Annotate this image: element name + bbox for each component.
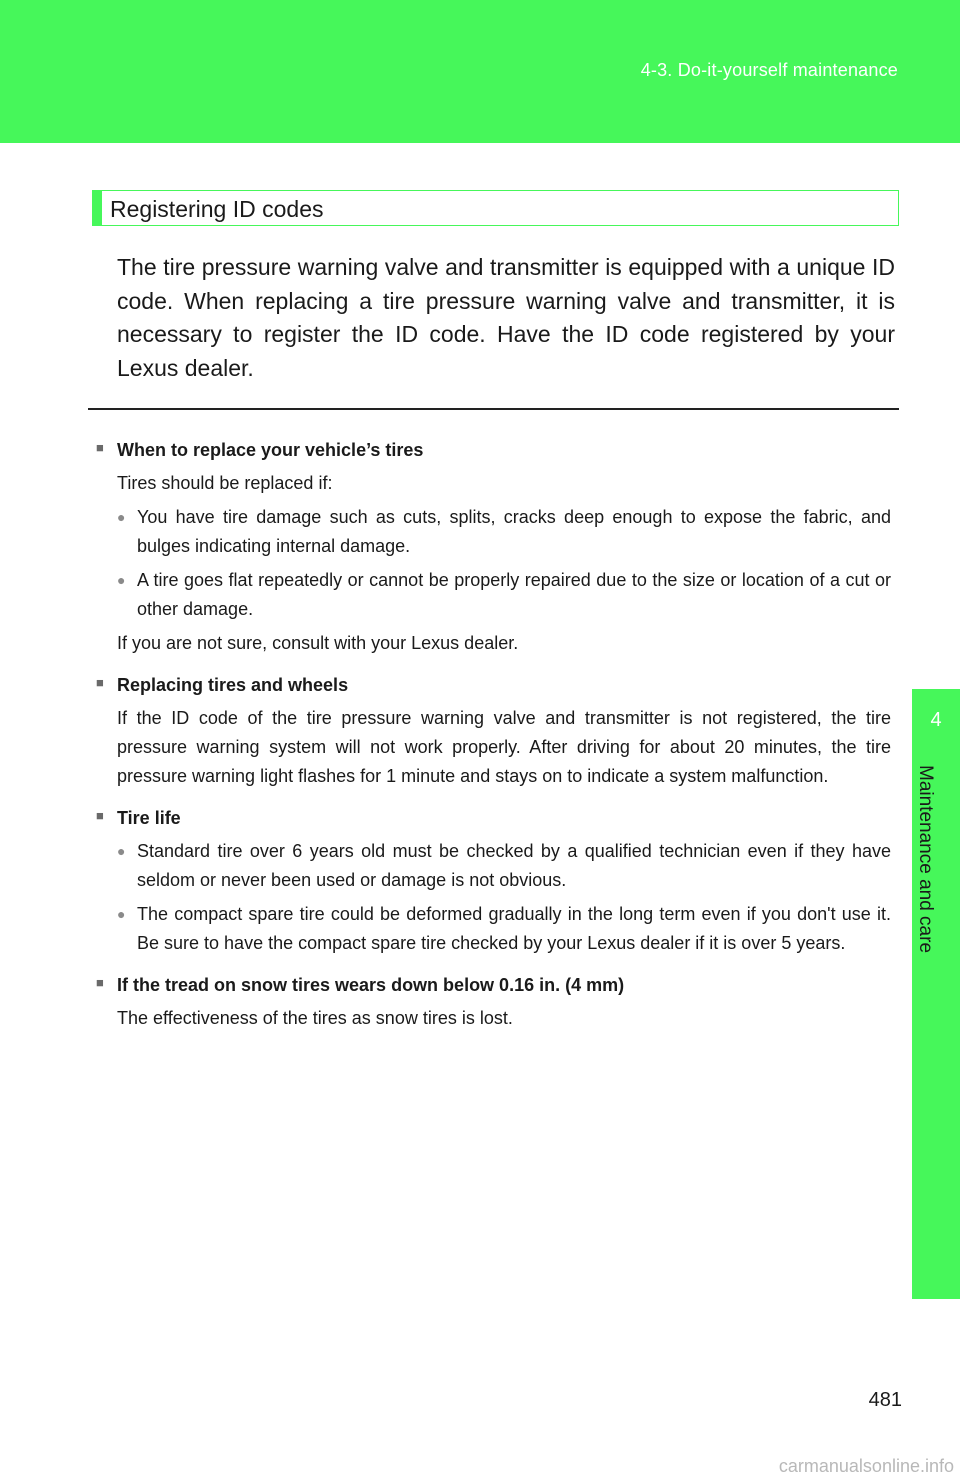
- note-title: Tire life: [117, 808, 181, 828]
- note-paragraph: If you are not sure, consult with your Lexus dealer.: [117, 633, 519, 653]
- round-bullet-icon: ●: [117, 843, 126, 859]
- header-band: [0, 0, 960, 143]
- list-item-text: You have tire damage such as cuts, splits, cracks deep enough to expose the fabric, and bulges indicating internal damage.: [137, 507, 891, 556]
- square-bullet-icon: ■: [96, 440, 104, 455]
- divider: [88, 408, 899, 410]
- note-heading: [96, 804, 891, 832]
- list-item: [117, 566, 891, 624]
- chapter-side-tab: [912, 689, 960, 1299]
- list-item: [117, 900, 891, 958]
- note-heading: [96, 971, 891, 999]
- square-bullet-icon: ■: [96, 975, 104, 990]
- chapter-title: Maintenance and care: [915, 764, 936, 954]
- round-bullet-icon: ●: [117, 509, 126, 525]
- list-item-text: A tire goes flat repeatedly or cannot be properly repaired due to the size or location of a cut or other damage.: [137, 570, 891, 619]
- note-heading: [96, 671, 891, 699]
- note-title: When to replace your vehicle’s tires: [117, 440, 424, 460]
- note-paragraph: Tires should be replaced if:: [117, 473, 333, 493]
- section-title-box: [92, 190, 899, 226]
- note-paragraph: The effectiveness of the tires as snow tires is lost.: [117, 1008, 513, 1028]
- note-title: Replacing tires and wheels: [117, 675, 349, 695]
- square-bullet-icon: ■: [96, 808, 104, 823]
- section-header: 4-3. Do-it-yourself maintenance: [640, 60, 898, 80]
- list-item: [117, 503, 891, 561]
- round-bullet-icon: ●: [117, 572, 126, 588]
- square-bullet-icon: ■: [96, 675, 104, 690]
- section-body-text: The tire pressure warning valve and transmitter is equipped with a unique ID code. When replacing a tire pressure warning valve and transmitter, it is necessary to register the ID code. Have the ID code registered by your Lexus dealer.: [117, 254, 895, 381]
- watermark: carmanualsonline.info: [778, 1456, 954, 1476]
- notes-list: [96, 436, 891, 1033]
- list-item: [117, 837, 891, 895]
- note-paragraph: If the ID code of the tire pressure warning valve and transmitter is not registered, the tire pressure warning system will not work properly. After driving for about 20 minutes, the tire pressure warning light flashes for 1 minute and stays on to indicate a system malfunction.: [117, 708, 891, 786]
- list-item-text: Standard tire over 6 years old must be checked by a qualified technician even if they have seldom or never been used or damage is not obvious.: [137, 841, 891, 890]
- title-accent-bar: [93, 191, 102, 225]
- list-item-text: The compact spare tire could be deformed gradually in the long term even if you don't use it. Be sure to have the compact spare tire checked by your Lexus dealer if it is over 5 years.: [137, 904, 891, 953]
- note-title: If the tread on snow tires wears down below 0.16 in. (4 mm): [117, 975, 625, 995]
- section-title: Registering ID codes: [110, 196, 324, 222]
- note-heading: [96, 436, 891, 464]
- page-number: 481: [868, 1389, 902, 1411]
- round-bullet-icon: ●: [117, 906, 126, 922]
- chapter-number: 4: [930, 709, 942, 731]
